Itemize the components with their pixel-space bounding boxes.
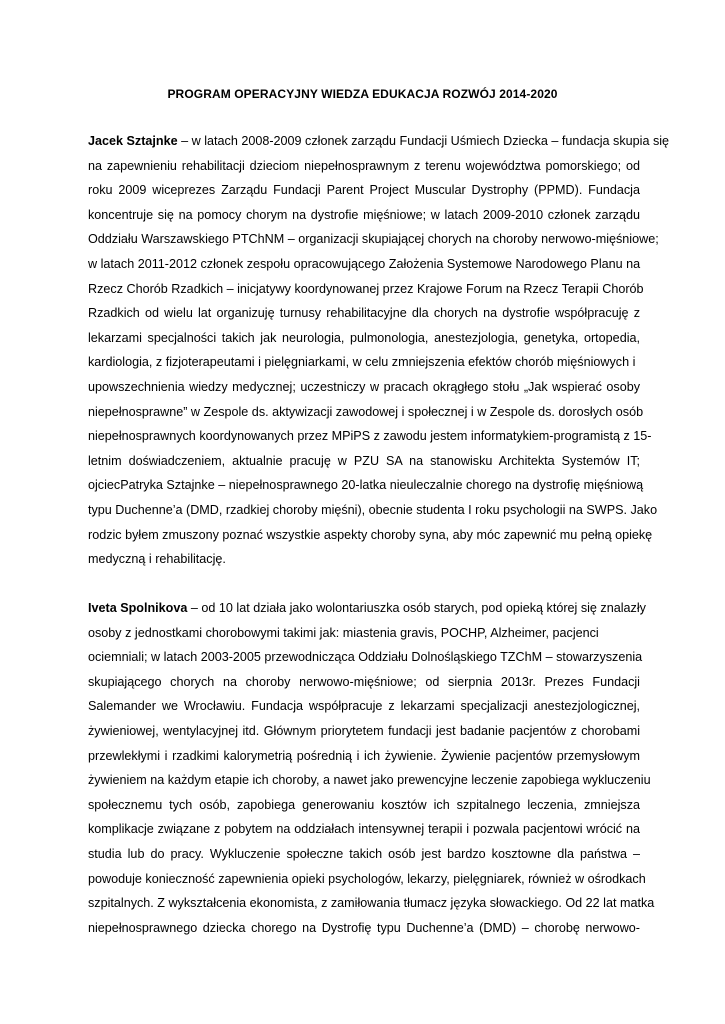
text-line: Rzecz Chorób Rzadkich – inicjatywy koordynowanej przez Krajowe Forum na Rzecz Terapii Chorób (88, 281, 644, 296)
text-line: przewlekłymi i rzadkimi kalorymetrią pośrednią i ich żywienie. Żywienie pacjentów przemysłowym (88, 748, 640, 763)
text-line: medyczną i rehabilitację. (88, 552, 226, 567)
text-line: kardiologia, z fizjoterapeutami i pielęgniarkami, w celu zmniejszenia efektów chorób mięśniowych i (88, 355, 636, 370)
text-line: lekarzami specjalności takich jak neurologia, pulmonologia, anestezjologia, genetyka, ortopedia, (88, 330, 640, 345)
text-line: skupiającego chorych na choroby nerwowo-mięśniowe; od sierpnia 2013r. Prezes Fundacji (88, 674, 640, 689)
text-line: rodzic byłem zmuszony poznać wszystkie aspekty choroby syna, aby móc zapewnić mu pełną opiekę (88, 527, 653, 542)
text-line: żywieniem na każdym etapie ich choroby, a nawet jako prewencyjne leczenie zapobiega wykluczeniu (88, 773, 651, 788)
text-line: społecznemu tych osób, zapobiega generowaniu kosztów ich szpitalnego leczenia, zmniejsza (88, 797, 640, 812)
text-line: osoby z jednostkami chorobowymi takimi jak: miastenia gravis, POCHP, Alzheimer, pacjenci (88, 625, 599, 640)
text-line: niepełnosprawnych koordynowanych przez MPiPS z zawodu jestem informatykiem‑programistą z 15- (88, 429, 652, 444)
text-line: Rzadkich od wielu lat organizuję turnusy rehabilitacyjne dla chorych na dystrofie współpracuję z (88, 306, 640, 321)
text-line (88, 598, 646, 618)
text-line: roku 2009 wiceprezes Zarządu Fundacji Parent Project Muscular Dystrophy (PPMD). Fundacja (88, 183, 640, 198)
text-line: ociemniali; w latach 2003-2005 przewodnicząca Oddziału Dolnośląskiego TZChM – stowarzyszenia (88, 650, 643, 665)
text-line: koncentruje się na pomocy chorym na dystrofie mięśniowe; w latach 2009-2010 członek zarządu (88, 207, 640, 222)
text-line: na zapewnieniu rehabilitacji dzieciom niepełnosprawnym z terenu województwa pomorskiego; od (88, 158, 640, 173)
text-line: niepełnosprawne” w Zespole ds. aktywizacji zawodowej i społecznej i w Zespole ds. dorosłych osób (88, 404, 644, 419)
text-line: upowszechnienia wiedzy medycznej; uczestniczy w pracach okrągłego stołu „Jak wspierać osoby (88, 380, 640, 394)
person-name: Iveta Spolnikova (88, 601, 188, 615)
text-line (88, 131, 670, 151)
text-line: letnim doświadczeniem, aktualnie pracuję w PZU SA na stanowisku Architekta Systemów IT; (88, 453, 640, 468)
text-line: żywieniowej, wentylacyjnej itd. Głównym priorytetem fundacji jest badanie pacjentów z chorobami (88, 724, 640, 738)
text-line: niepełnosprawnego dziecka chorego na Dystrofię typu Duchenne’a (DMD) – chorobę nerwowo- (88, 920, 640, 935)
text-line: w latach 2011-2012 członek zespołu opracowującego Założenia Systemowe Narodowego Planu na (88, 257, 641, 271)
line-text: – w latach 2008-2009 członek zarządu Fundacji Uśmiech Dziecka – fundacja skupia się (177, 134, 670, 148)
text-line: szpitalnych. Z wykształcenia ekonomista, z zamiłowania tłumacz języka słowackiego. Od 22 lat matka (88, 896, 655, 911)
text-line: Salemander we Wrocławiu. Fundacja współpracuje z lekarzami specjalizacji anestezjologicznej, (88, 699, 640, 714)
document-title: PROGRAM OPERACYJNY WIEDZA EDUKACJA ROZWÓJ 2014-2020 (167, 87, 558, 101)
text-line: ojciecPatryka Sztajnke – niepełnosprawnego 20-latka nieuleczalnie chorego na dystrofię mięśniową (88, 478, 644, 493)
text-line: Oddziału Warszawskiego PTChNM – organizacji skupiającej chorych na choroby nerwowo-mięśniowe; (88, 232, 659, 247)
line-text: – od 10 lat działa jako wolontariuszka osób starych, pod opieką której się znalazły (187, 601, 646, 615)
text-line: komplikacje związane z pobytem na oddziałach intensywnej terapii i pozwala pacjentowi wrócić na (88, 822, 640, 837)
text-line: studia lub do pracy. Wykluczenie społeczne takich osób jest bardzo kosztowne dla państwa – (88, 847, 640, 861)
text-line: typu Duchenne’a (DMD, rzadkiej choroby mięśni), obecnie studenta I roku psychologii na SWPS. Jako (88, 503, 658, 517)
text-line: powoduje konieczność zapewnienia opieki psychologów, lekarzy, pielęgniarek, również w ośrodkach (88, 871, 646, 886)
person-name: Jacek Sztajnke (88, 134, 178, 148)
